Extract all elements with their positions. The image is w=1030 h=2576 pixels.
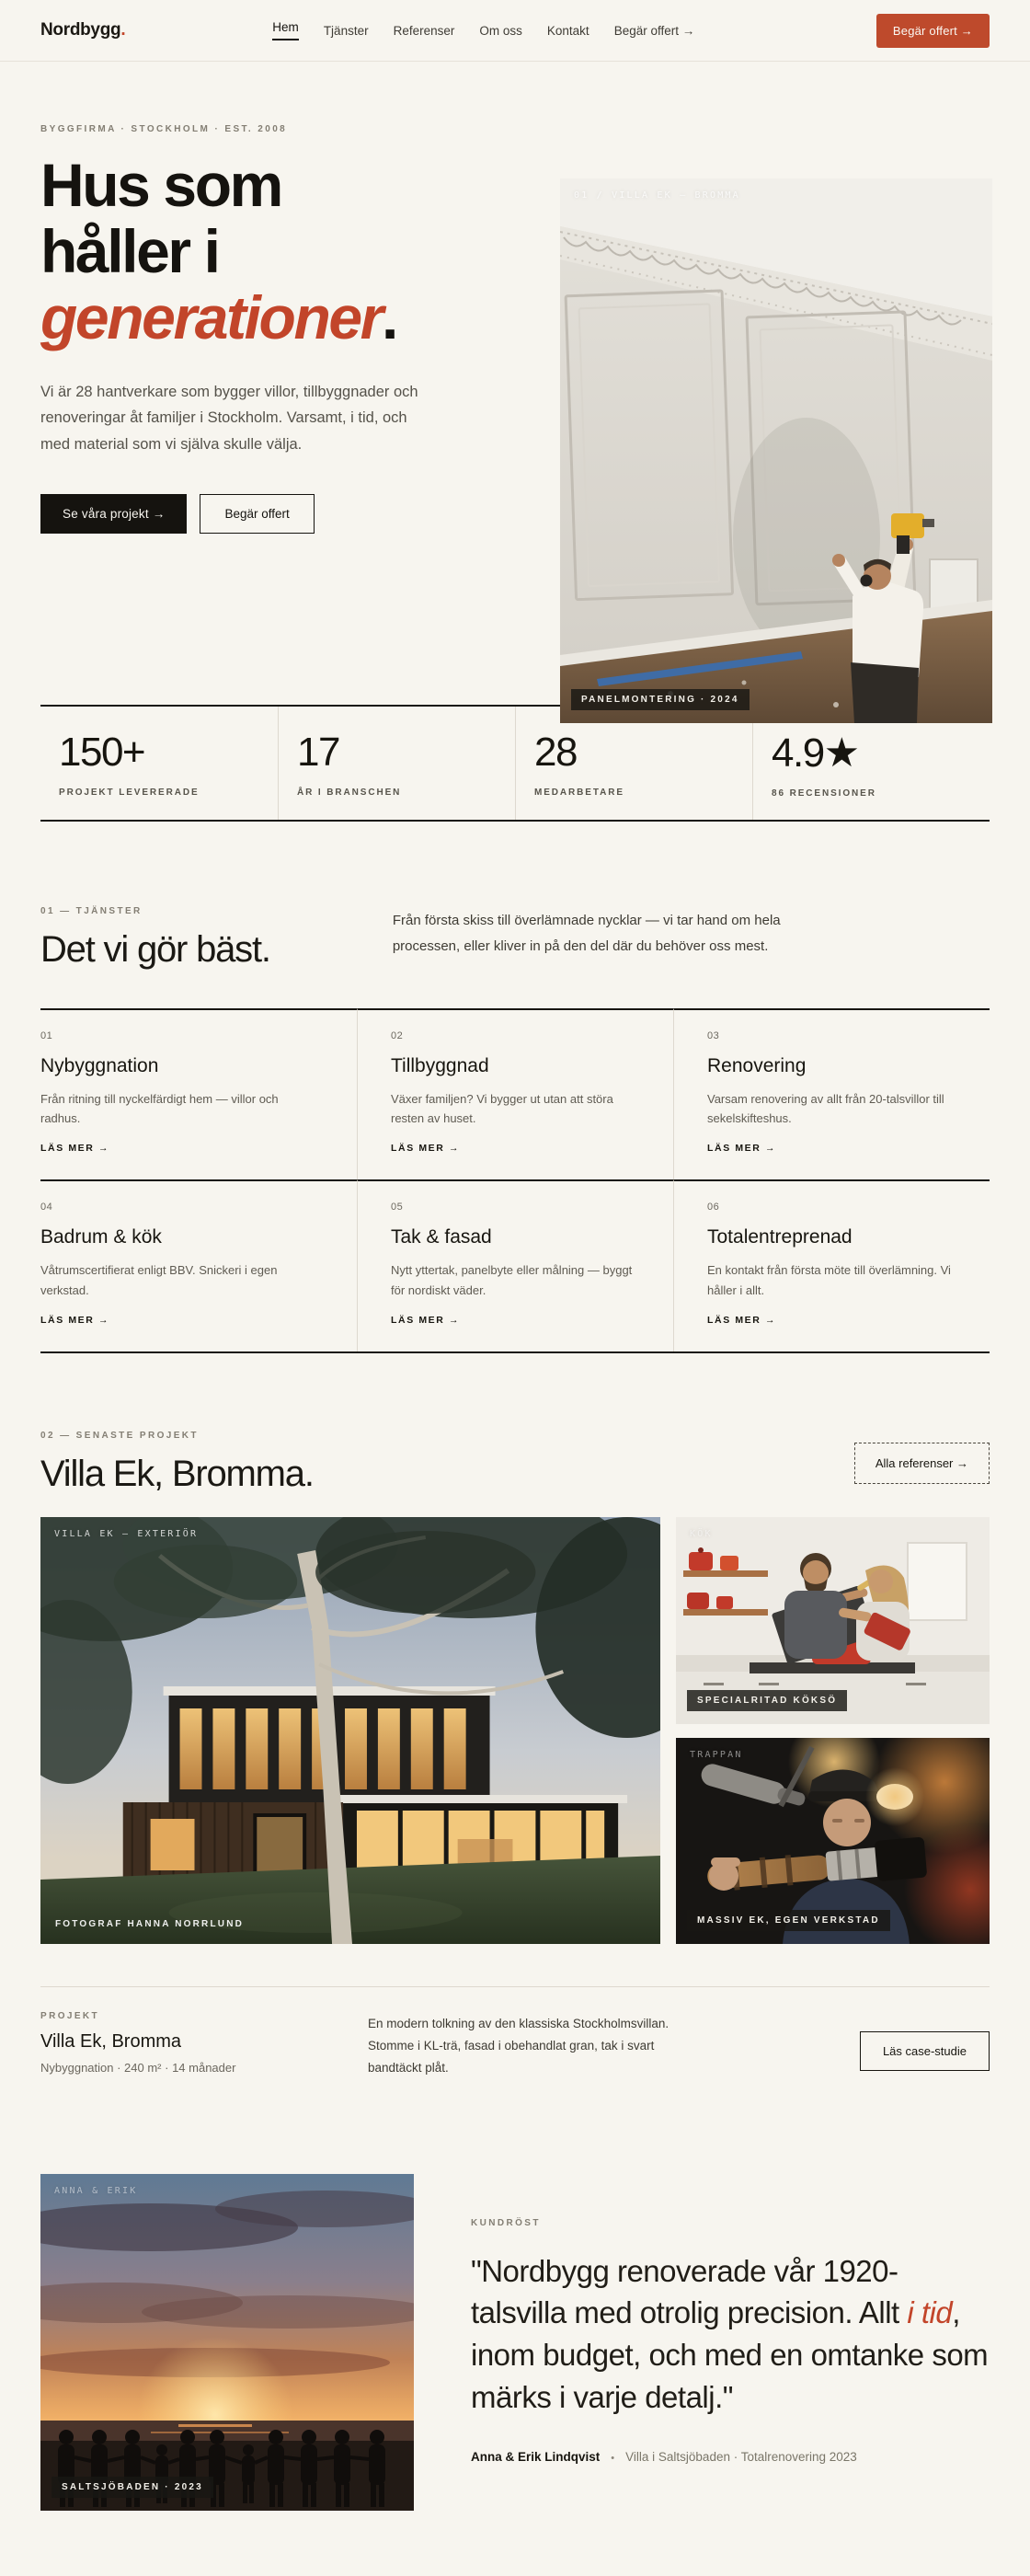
gallery-workshop-photo — [676, 1738, 990, 1944]
sunset-family-illustration — [40, 2174, 414, 2511]
services-header — [40, 906, 990, 973]
gallery-main-caption: FOTOGRAF HANNA NORRLUND — [55, 1919, 245, 1930]
read-more-link[interactable]: LÄS MER → — [707, 1143, 777, 1155]
bullet-separator-icon: • — [611, 2453, 615, 2465]
stat-employees — [515, 707, 752, 820]
testimonial-eyebrow: KUNDRÖST — [471, 2217, 541, 2228]
gallery-kitchen-photo — [676, 1517, 990, 1724]
service-number: 01 — [40, 1029, 53, 1041]
stat-value: 17 — [297, 730, 339, 775]
service-card-tillbyggnad — [357, 1008, 673, 1180]
service-title: Tillbyggnad — [391, 1054, 489, 1076]
gallery-kitchen-badge: SPECIALRITAD KÖKSÖ — [687, 1690, 847, 1711]
quote-text: "Nordbygg renoverade vår 1920-talsvilla med otrolig precision. Allt — [471, 2253, 908, 2330]
hero-photo-tag: 01 / VILLA EK — BROMMA — [574, 190, 740, 201]
hero-photo — [560, 178, 992, 723]
hero-title-line2: håller i — [40, 216, 219, 285]
quote-text: , inom budget, och med en omtanke som märks i varje detalj." — [471, 2295, 989, 2415]
gallery-kitchen-tag: KÖK — [690, 1529, 713, 1540]
testimonial-meta: Villa i Saltsjöbaden · Totalrenovering 2023 — [625, 2450, 857, 2465]
stat-label: 86 RECENSIONER — [772, 788, 876, 799]
panel-installation-illustration — [560, 178, 992, 723]
testimonial-body — [471, 2174, 990, 2511]
stat-label: PROJEKT LEVERERADE — [59, 788, 200, 798]
service-desc: En kontakt från första möte till överlämning. Vi håller i allt. — [707, 1263, 951, 1297]
nav-item-begar-offert[interactable]: Begär offert → — [613, 23, 695, 38]
service-number: 06 — [707, 1202, 720, 1213]
gallery-main-tag: VILLA EK — EXTERIÖR — [54, 1529, 199, 1540]
project-info-left — [40, 2011, 316, 2075]
stat-value: 28 — [534, 730, 577, 775]
projects-header-left — [40, 1431, 314, 1495]
service-card-tak-fasad — [357, 1179, 673, 1351]
gallery-workshop-badge: MASSIV EK, EGEN VERKSTAD — [687, 1910, 890, 1931]
logo-dot: . — [120, 20, 126, 40]
request-quote-button[interactable]: Begär offert — [200, 494, 314, 534]
gallery-workshop-tag: TRAPPAN — [690, 1750, 743, 1761]
main-nav — [180, 20, 694, 40]
stat-label: ÅR I BRANSCHEN — [297, 788, 402, 798]
stat-rating — [752, 707, 990, 820]
service-title: Renovering — [707, 1054, 807, 1076]
read-more-link[interactable]: LÄS MER → — [391, 1143, 461, 1155]
services-grid — [40, 1008, 990, 1354]
hero-photo-badge: PANELMONTERING · 2024 — [571, 689, 750, 710]
service-desc: Varsam renovering av allt från 20-talsvillor till sekelskifteshus. — [707, 1091, 944, 1125]
project-info-title: Villa Ek, Bromma — [40, 2031, 182, 2053]
service-card-renovering — [673, 1008, 990, 1180]
nav-item-tjanster[interactable]: Tjänster — [323, 23, 369, 38]
hero-title-period: . — [381, 282, 396, 351]
projects-eyebrow: 02 — SENASTE PROJEKT — [40, 1431, 199, 1442]
header-cta-button[interactable]: Begär offert → — [876, 14, 990, 48]
stat-projects — [40, 707, 278, 820]
service-title: Badrum & kök — [40, 1226, 162, 1248]
services-eyebrow: 01 — TJÄNSTER — [40, 906, 143, 916]
stat-years — [278, 707, 515, 820]
all-references-button[interactable]: Alla referenser → — [854, 1443, 990, 1484]
read-more-link[interactable]: LÄS MER → — [40, 1143, 110, 1155]
stat-value: 150+ — [59, 730, 145, 775]
logo-text: Nordbygg — [40, 20, 121, 40]
hero-paragraph: Vi är 28 hantverkare som bygger villor, tillbyggnader och renoveringar åt familjer i Stockholm. Varsamt, i tid, och med material som vi själva skulle välja. — [40, 383, 418, 453]
services-heading: Det vi gör bäst. — [40, 929, 270, 970]
hero-title-accent: generationer — [40, 282, 382, 351]
quote-accent-text: i tid — [907, 2295, 953, 2330]
service-number: 02 — [391, 1029, 404, 1041]
project-info-desc: En modern tolkning av den klassiska Stockholmsvillan. Stomme i KL-trä, fasad i obehandlat gran, tak i svart bandtäckt plåt. — [368, 2017, 670, 2075]
service-desc: Från ritning till nyckelfärdigt hem — villor och radhus. — [40, 1091, 279, 1125]
nav-item-kontakt[interactable]: Kontakt — [546, 23, 589, 38]
logo[interactable] — [40, 20, 125, 40]
testimonial-photo — [40, 2174, 414, 2511]
project-info-eyebrow: PROJEKT — [40, 2011, 100, 2022]
testimonial-photo-tag: ANNA & ERIK — [54, 2185, 138, 2196]
service-desc: Våtrumscertifierat enligt BBV. Snickeri i egen verkstad. — [40, 1263, 278, 1297]
service-card-badrum-kok — [40, 1179, 357, 1351]
read-more-link[interactable]: LÄS MER → — [707, 1315, 777, 1327]
service-title: Tak & fasad — [391, 1226, 492, 1248]
service-number: 05 — [391, 1202, 404, 1213]
service-number: 03 — [707, 1029, 720, 1041]
stat-label: MEDARBETARE — [534, 788, 624, 798]
project-info-band — [40, 1987, 990, 2090]
nav-item-referenser[interactable]: Referenser — [393, 23, 455, 38]
services-section — [40, 906, 990, 1353]
service-number: 04 — [40, 1202, 53, 1213]
nav-item-hem[interactable]: Hem — [272, 20, 299, 40]
service-title: Nybyggnation — [40, 1054, 159, 1076]
service-title: Totalentreprenad — [707, 1226, 853, 1248]
project-info-right — [860, 2031, 990, 2071]
service-card-nybyggnation — [40, 1008, 357, 1180]
services-header-left — [40, 906, 270, 971]
testimonial-quote — [471, 2250, 990, 2419]
case-study-button[interactable]: Läs case-studie — [860, 2031, 990, 2071]
service-desc: Nytt yttertak, panelbyte eller målning — byggt för nordiskt väder. — [391, 1263, 633, 1297]
hero-eyebrow: BYGGFIRMA · STOCKHOLM · EST. 2008 — [40, 124, 288, 134]
hero-title-line1: Hus som — [40, 151, 281, 219]
read-more-link[interactable]: LÄS MER → — [391, 1315, 461, 1327]
projects-heading: Villa Ek, Bromma. — [40, 1454, 314, 1495]
gallery-side-column — [676, 1517, 990, 1944]
stat-value-with-star-icon: 4.9★ — [772, 730, 859, 776]
testimonial-section — [40, 2174, 990, 2511]
project-info-meta: Nybyggnation · 240 m² · 14 månader — [40, 2061, 236, 2076]
service-desc: Växer familjen? Vi bygger ut utan att störa resten av huset. — [391, 1091, 613, 1125]
hero-section — [0, 62, 1030, 705]
testimonial-name: Anna & Erik Lindqvist — [471, 2450, 601, 2465]
services-intro: Från första skiss till överlämnade nycklar — vi tar hand om hela processen, eller kliver in på den del där du behöver oss mest. — [392, 913, 781, 954]
nav-item-om-oss[interactable]: Om oss — [479, 23, 522, 38]
project-gallery — [40, 1517, 990, 1944]
gallery-main-photo — [40, 1517, 660, 1944]
site-header — [0, 0, 1030, 62]
testimonial-attribution — [471, 2450, 990, 2464]
villa-exterior-illustration — [40, 1517, 660, 1944]
read-more-link[interactable]: LÄS MER → — [40, 1315, 110, 1327]
projects-section — [40, 1431, 990, 2090]
see-projects-button[interactable]: Se våra projekt → — [40, 494, 187, 534]
testimonial-photo-badge: SALTSJÖBADEN · 2023 — [52, 2477, 213, 2498]
service-card-totalentreprenad — [673, 1179, 990, 1351]
projects-header — [40, 1431, 990, 1495]
